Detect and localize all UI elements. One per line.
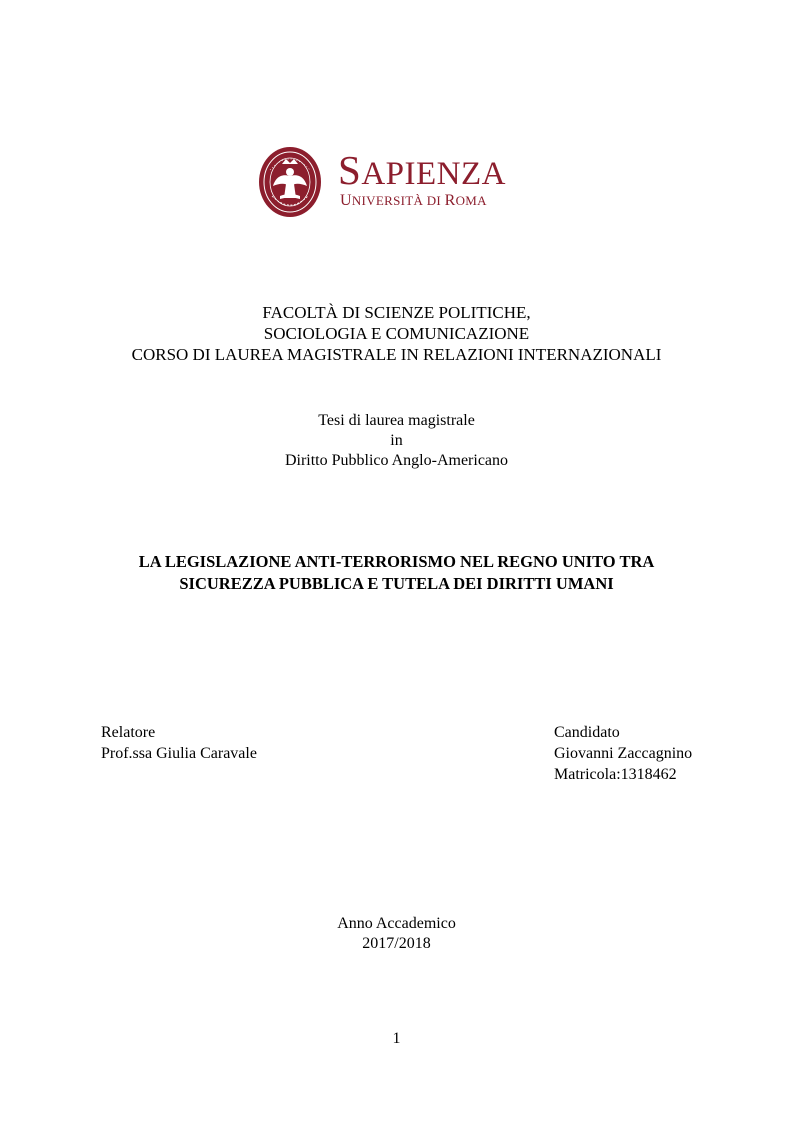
- candidate-id: [554, 764, 692, 785]
- university-name-rest: APIENZA: [361, 156, 506, 192]
- advisor-role: Relatore: [101, 724, 156, 741]
- university-logo: [258, 146, 508, 220]
- candidate-role: Candidato: [554, 724, 620, 741]
- thesis-subject: Diritto Pubblico Anglo-Americano: [284, 452, 509, 469]
- subtitle-rest-1: NIVERSITÀ DI: [351, 193, 445, 208]
- subtitle-initial-2: R: [444, 192, 456, 209]
- faculty-line-2: SOCIOLOGIA E COMUNICAZIONE: [263, 324, 530, 343]
- faculty-line-3: CORSO DI LAUREA MAGISTRALE IN RELAZIONI INTERNAZIONALI: [131, 345, 662, 364]
- thesis-type-block: [0, 411, 793, 471]
- advisor-block: [101, 722, 257, 764]
- academic-year-block: [0, 914, 793, 954]
- faculty-heading: [0, 302, 793, 365]
- university-name-initial: S: [338, 147, 362, 193]
- page-number: 1: [392, 1030, 401, 1047]
- subtitle-rest-2: OMA: [455, 193, 487, 208]
- candidate-name: Giovanni Zaccagnino: [554, 745, 693, 762]
- university-seal-icon: [258, 146, 322, 218]
- thesis-connector: in: [390, 432, 403, 449]
- candidate-id-label: Matricola:: [554, 766, 621, 783]
- candidate-block: [554, 722, 692, 785]
- thesis-title-line-2: SICUREZZA PUBBLICA E TUTELA DEI DIRITTI UMANI: [179, 574, 614, 593]
- advisor-name: Prof.ssa Giulia Caravale: [101, 745, 257, 762]
- academic-year-label: Anno Accademico: [337, 915, 456, 932]
- university-subtitle: [340, 191, 487, 211]
- university-name: [338, 147, 506, 197]
- thesis-title-line-1: LA LEGISLAZIONE ANTI-TERRORISMO NEL REGNO UNITO TRA: [138, 552, 655, 571]
- subtitle-initial-1: U: [340, 192, 352, 209]
- thesis-type: Tesi di laurea magistrale: [318, 412, 475, 429]
- academic-year-value: 2017/2018: [362, 935, 431, 952]
- candidate-id-value: 1318462: [620, 766, 677, 783]
- thesis-title: [0, 551, 793, 595]
- faculty-line-1: FACOLTÀ DI SCIENZE POLITICHE,: [262, 303, 531, 322]
